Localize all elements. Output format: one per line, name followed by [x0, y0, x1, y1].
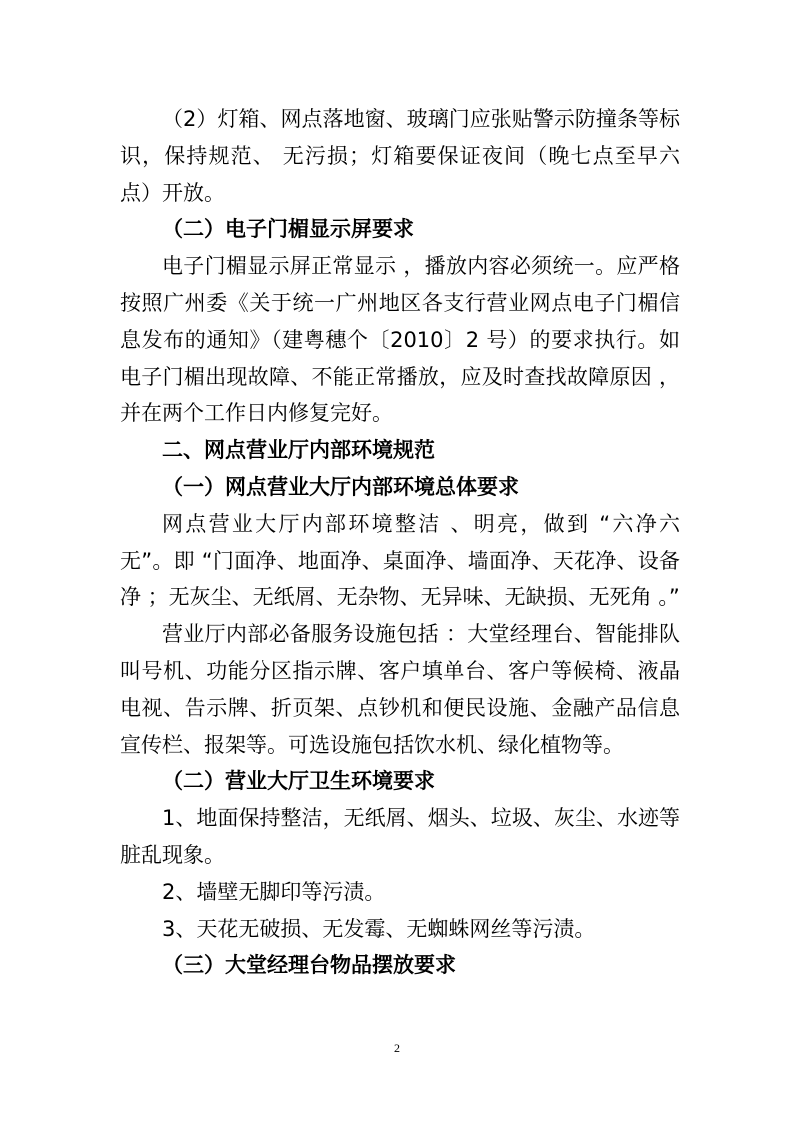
list-item-floor: 1、地面保持整洁，无纸屑、烟头、垃圾、灰尘、水迹等脏乱现象。: [120, 806, 680, 867]
paragraph-facilities: 营业厅内部必备服务设施包括 ：大堂经理台、智能排队叫号机、功能分区指示牌、客户填单台、客户等候椅、液晶电视、告示牌、折页架、点钞机和便民设施、金融产品信息宣传栏、报架等。可选设施包括饮水机、绿化植物等。: [120, 622, 680, 757]
chapter-heading-interior: 二、网点营业厅内部环境规范: [162, 438, 435, 463]
section-heading-lobby-desk: （三）大堂经理台物品摆放要求: [162, 953, 456, 978]
paragraph-six-clean: 网点营业大厅内部环境整洁 、明亮，做到 “六净六无”。即 “门面净、地面净、桌面净、墙面净、天花净、设备净 ；无灰尘、无纸屑、无杂物、无异味、无缺损、无死角 。”: [120, 511, 680, 610]
paragraph-lightbox-requirements: （2）灯箱、网点落地窗、玻璃门应张贴警示防撞条等标识，保持规范、 无污损；灯箱要保证夜间（晚七点至早六点）开放。: [120, 107, 680, 205]
section-heading-hygiene: （二）营业大厅卫生环境要求: [162, 769, 435, 794]
section-heading-interior-overall: （一）网点营业大厅内部环境总体要求: [162, 474, 519, 499]
list-item-wall: 2、墙壁无脚印等污渍。: [162, 879, 386, 904]
document-body: [120, 101, 680, 984]
page-number: 2: [394, 1041, 400, 1055]
list-item-ceiling: 3、天花无破损、无发霉、无蜘蛛网丝等污渍。: [162, 916, 596, 941]
section-heading-electronic-sign: （二）电子门楣显示屏要求: [162, 217, 414, 242]
paragraph-electronic-sign: 电子门楣显示屏正常显示 ，播放内容必须统一。应严格按照广州委《关于统一广州地区各支行营业网点电子门楣信息发布的通知》（建粤穗个〔2010〕2 号）的要求执行。如电子门楣出现故障、不能正常播放，应及时查找故障原因 ，并在两个工作日内修复完好。: [120, 254, 680, 426]
